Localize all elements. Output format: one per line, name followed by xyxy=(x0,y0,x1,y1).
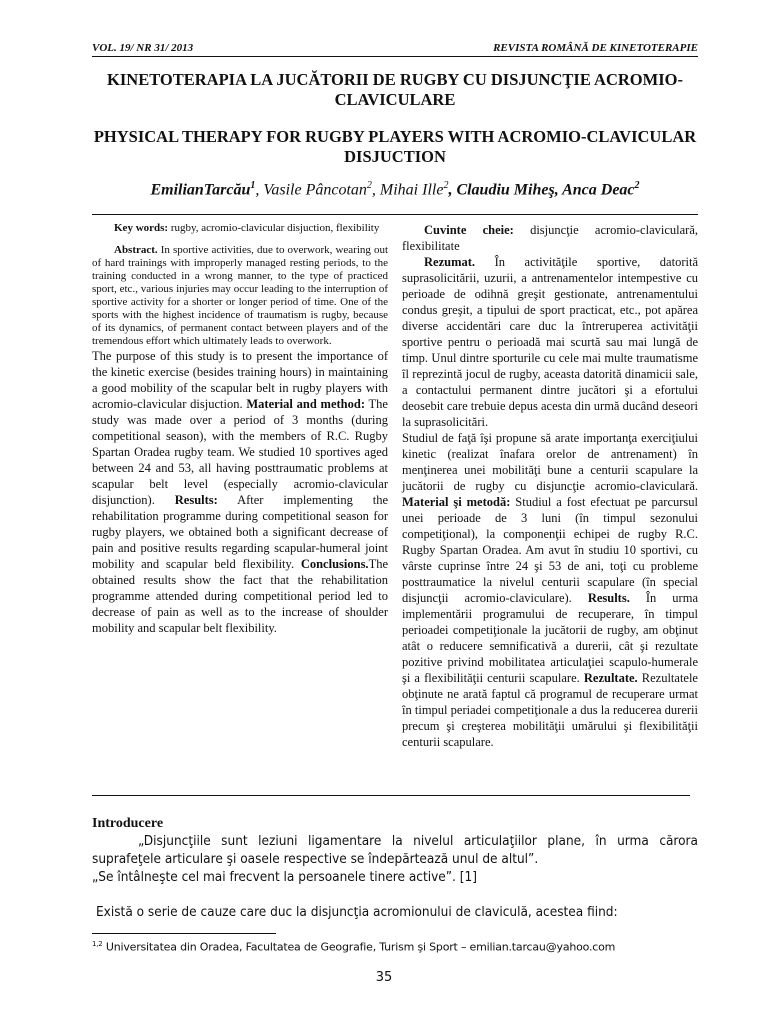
keywords-label: Key words: xyxy=(114,222,169,234)
intro-paragraph: Există o serie de cauze care duc la disjuncţia acromionului de claviculă, acestea fiind: xyxy=(96,904,618,920)
method-label: Material and method: xyxy=(246,397,365,411)
title-english: PHYSICAL THERAPY FOR RUGBY PLAYERS WITH ACROMIO-CLAVICULAR DISJUCTION xyxy=(93,127,697,166)
running-header xyxy=(92,40,698,56)
author-1: EmilianTarcău xyxy=(150,181,251,199)
author-separator: , xyxy=(448,181,457,199)
author-separator: , xyxy=(255,181,264,199)
author-4-5: Claudiu Miheş, Anca Deac xyxy=(456,181,635,199)
section-heading: Introducere xyxy=(92,816,164,831)
intro-paragraph: „Se întâlneşte cel mai frecvent la persoanele tinere active”. [1] xyxy=(92,869,477,885)
author-separator: , xyxy=(371,181,380,199)
rezultate-label: Rezultate. xyxy=(583,671,638,685)
romanian-abstract-column xyxy=(402,222,698,750)
abstract-en-body: The purpose of this study is to present the importance of the kinetic exercise (besides training hours) in maintaining a good mobility of the scapular belt in rugby players with acromio-clavicular disjuction. Material and method: The study was made over a period of 3 months (during competitional season), with the members of R.C. Rugby Spartan Oradea rugby team. We studied 10 sportives aged between 24 and 53, all having posttraumatic problems at scapular belt level (especially acromio-clavicular disjunction). Results: After implementing the rehabilitation programme during competitional season for rugby players, we obtained both a significant decrease of pain and positive results regarding scapular-humeral joint mobility and scapular beld flexibility. Conclusions.The obtained results show the fact that the rehabilitation programme attended during competitional period led to decrease of pain as well as to the increase of shoulder mobility and scapular belt flexibility. xyxy=(92,349,389,635)
keywords-ro: Cuvinte cheie: disjuncţie acromio-claviculară, flexibilitate xyxy=(402,223,698,253)
keywords-en: Key words: rugby, acromio-clavicular disjuction, flexibility xyxy=(114,222,380,234)
abstract-en: Abstract. In sportive activities, due to overwork, wearing out of hard trainings with improperly managed resting periods, to the training conducted in a wrong manner, to the type of practiced sport, etc., various injuries may occur leading to the interruption of sportive activity for a shorter or longer period of time. One of the sports with the highest incidence of traumatism is rugby, because of its dynamics, of permanent contact between players and of the tremendous effort which ultimately leads to overwork. xyxy=(92,244,388,347)
results-label: Results: xyxy=(174,493,218,507)
affiliation-mark: 2 xyxy=(443,180,449,191)
results-label: Results. xyxy=(587,591,630,605)
authors-line xyxy=(92,180,698,199)
footnote-rule xyxy=(92,933,276,934)
english-abstract-column xyxy=(92,222,388,636)
header-rule xyxy=(92,56,698,57)
abstract-ro-body: Studiul de faţă îşi propune să arate importanţa exerciţiului kinetic (realizat înafara orelor de antrenament) în menţinerea unei mobilităţi bune a centurii scapulare la jucătorii de rugby cu disjuncţie acromio-claviculară. Material şi metodă: Studiul a fost efectuat pe parcursul unei perioade de 3 luni (în timpul sezonului competiţional), la componenţii echipei de rugby R.C. Rugby Spartan Oradea. Am avut în studiu 10 sportivi, cu vârste cuprinse între 24 şi 53 de ani, toţi cu probleme posttraumatice la nivelul centurii scapulare (în special disjuncţii acromio-claviculare). Results. În urma implementării programului de recuperare, în timpul perioadei competiţionale la jucătorii de rugby, am obţinut atât o reducere semnificativă a durerii, cât şi rezultate pozitive privind mobilitatea articulaţiei scapulo-humerale şi a flexibilităţii centurii scapulare. Rezultate. Rezultatele obţinute ne arată faptul că programul de recuperare urmat în timpul periadei competiţionale a dus la reducerea durerii precum şi creşterea mobilităţii umărului şi flexibilităţii centurii scapulare. xyxy=(402,431,699,749)
authors-rule xyxy=(92,214,698,215)
page-number: 35 xyxy=(375,970,393,985)
conclusions-label: Conclusions. xyxy=(300,557,369,571)
intro-paragraph: „Disjuncţiile sunt leziuni ligamentare la nivelul articulaţiilor plane, în urma cărora suprafeţele articulare şi oasele respective se îndepărtează unul de altul”. xyxy=(92,833,698,867)
rezumat-label: Rezumat. xyxy=(424,255,476,269)
abstract-ro: Rezumat. În activităţile sportive, datorită suprasolicitării, uzurii, a antrenamentelor intempestive cu perioade de odihnă greşit gestionate, antrenamentului condus greşit, a tipului de sport practicat, etc., pot apărea diverse accidentări care duc la întreruperea activităţii sportive pentru o perioadă mai scurtă sau mai lungă de timp. Unul dintre sporturile cu cele mai multe traumatisme îl reprezintă jocul de rugby, aceasta datorită dinamicii sale, a contactului permanent dintre jucători şi a efortului deosebit care trebuie depus acesta din urmă ducând deseori la suprasolicitări. xyxy=(402,255,698,429)
abstract-bottom-rule xyxy=(92,795,690,796)
affiliation-mark: 1 xyxy=(250,180,256,191)
author-2: Vasile Pâncotan xyxy=(263,181,367,199)
title-romanian: KINETOTERAPIA LA JUCĂTORII DE RUGBY CU DISJUNCŢIE ACROMIO-CLAVICULARE xyxy=(107,70,683,109)
abstract-label: Abstract. xyxy=(114,244,158,256)
author-3: Mihai Ille xyxy=(379,181,444,199)
affiliation-mark: 2 xyxy=(634,180,640,191)
footnote: $^{1,2}$ Universitatea din Oradea, Facultatea de Geografie, Turism şi Sport – emilian.tarcau@yahoo.com xyxy=(92,940,616,954)
journal-volume: VOL. 19/ NR 31/ 2013 xyxy=(92,42,194,54)
affiliation-mark: 2 xyxy=(366,180,372,191)
footnote-marks: 1,2 xyxy=(92,940,103,948)
journal-name: REVISTA ROMÂNĂ DE KINETOTERAPIE xyxy=(493,42,698,54)
keywords-label: Cuvinte cheie: xyxy=(424,223,514,237)
method-label: Material şi metodă: xyxy=(402,495,511,509)
